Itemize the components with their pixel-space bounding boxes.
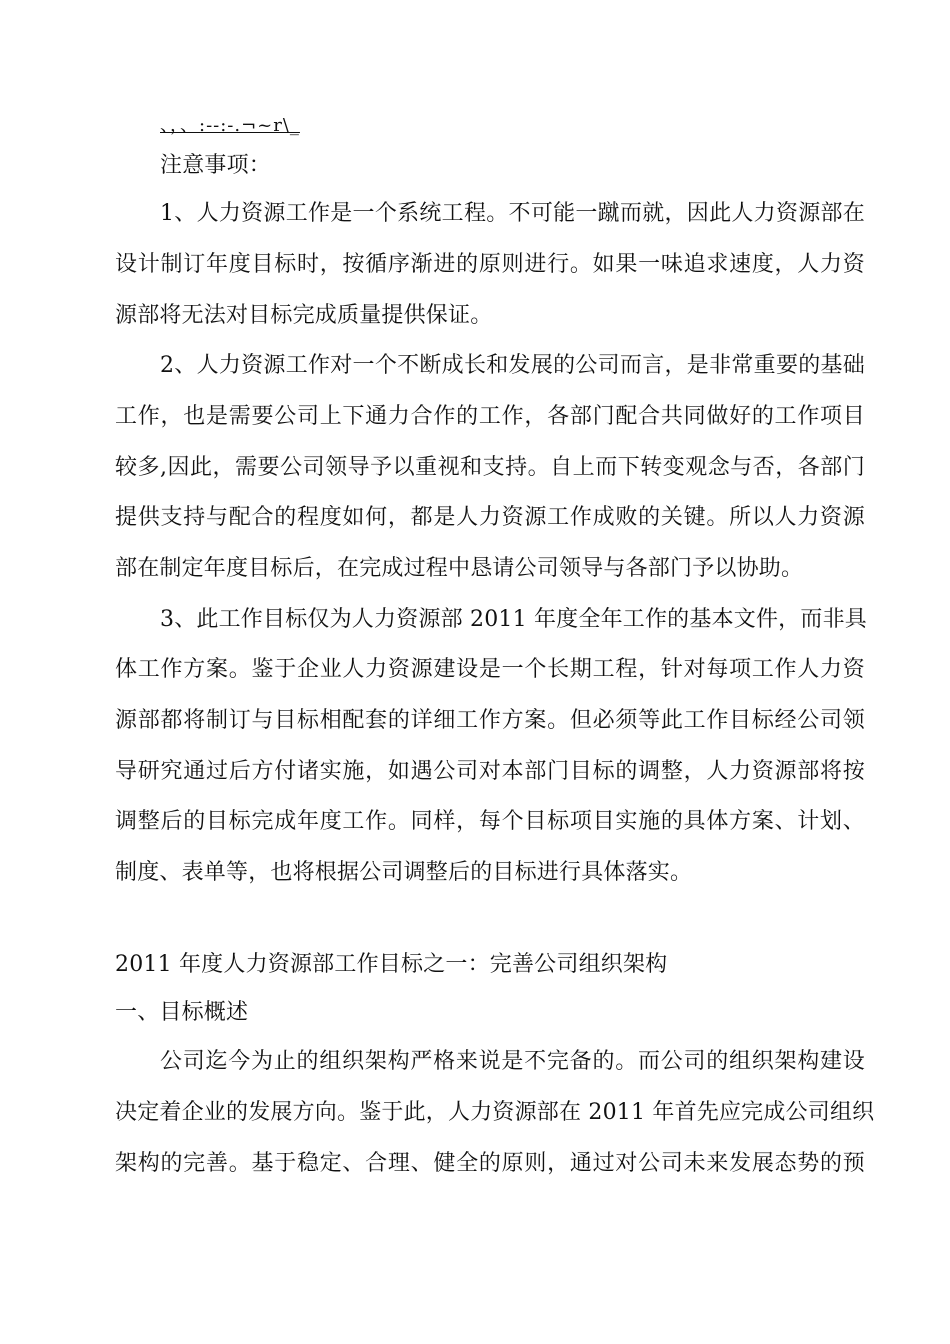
paragraph-1-line-1: 1、人力资源工作是一个系统工程。不可能一蹴而就，因此人力资源部在	[160, 201, 865, 226]
paragraph-2-line-5: 部在制定年度目标后，在完成过程中恳请公司领导与各部门予以协助。	[115, 556, 804, 581]
paragraph-2-line-1: 2、人力资源工作对一个不断成长和发展的公司而言，是非常重要的基础	[160, 353, 865, 378]
header-garbled-text: 、，、:--:-.¬~r\_	[160, 115, 300, 136]
subsection-title: 一、目标概述	[115, 1000, 249, 1025]
paragraph-1-line-3: 源部将无法对目标完成质量提供保证。	[115, 303, 493, 328]
paragraph-3-line-4: 导研究通过后方付诸实施，如遇公司对本部门目标的调整，人力资源部将按	[115, 759, 865, 784]
paragraph-4-line-3: 架构的完善。基于稳定、合理、健全的原则，通过对公司未来发展态势的预	[115, 1151, 865, 1176]
paragraph-4-line-2: 决定着企业的发展方向。鉴于此，人力资源部在 2011 年首先应完成公司组织	[115, 1100, 875, 1125]
paragraph-2-line-2: 工作，也是需要公司上下通力合作的工作，各部门配合共同做好的工作项目	[115, 404, 865, 429]
paragraph-4-line-1: 公司迄今为止的组织架构严格来说是不完备的。而公司的组织架构建设	[160, 1049, 865, 1074]
paragraph-1-line-2: 设计制订年度目标时，按循序渐进的原则进行。如果一味追求速度，人力资	[115, 252, 865, 277]
section-title: 2011 年度人力资源部工作目标之一：完善公司组织架构	[115, 952, 668, 977]
paragraph-3-line-3: 源部都将制订与目标相配套的详细工作方案。但必须等此工作目标经公司领	[115, 708, 865, 733]
paragraph-3-line-5: 调整后的目标完成年度工作。同样，每个目标项目实施的具体方案、计划、	[115, 809, 865, 834]
paragraph-2-line-4: 提供支持与配合的程度如何，都是人力资源工作成败的关键。所以人力资源	[115, 505, 865, 530]
paragraph-3-line-2: 体工作方案。鉴于企业人力资源建设是一个长期工程，针对每项工作人力资	[115, 657, 865, 682]
paragraph-3-line-1: 3、此工作目标仅为人力资源部 2011 年度全年工作的基本文件，而非具	[160, 607, 867, 632]
notes-title: 注意事项：	[160, 153, 272, 178]
paragraph-3-line-6: 制度、表单等，也将根据公司调整后的目标进行具体落实。	[115, 860, 693, 885]
paragraph-2-line-3: 较多,因此，需要公司领导予以重视和支持。自上而下转变观念与否，各部门	[115, 455, 865, 480]
